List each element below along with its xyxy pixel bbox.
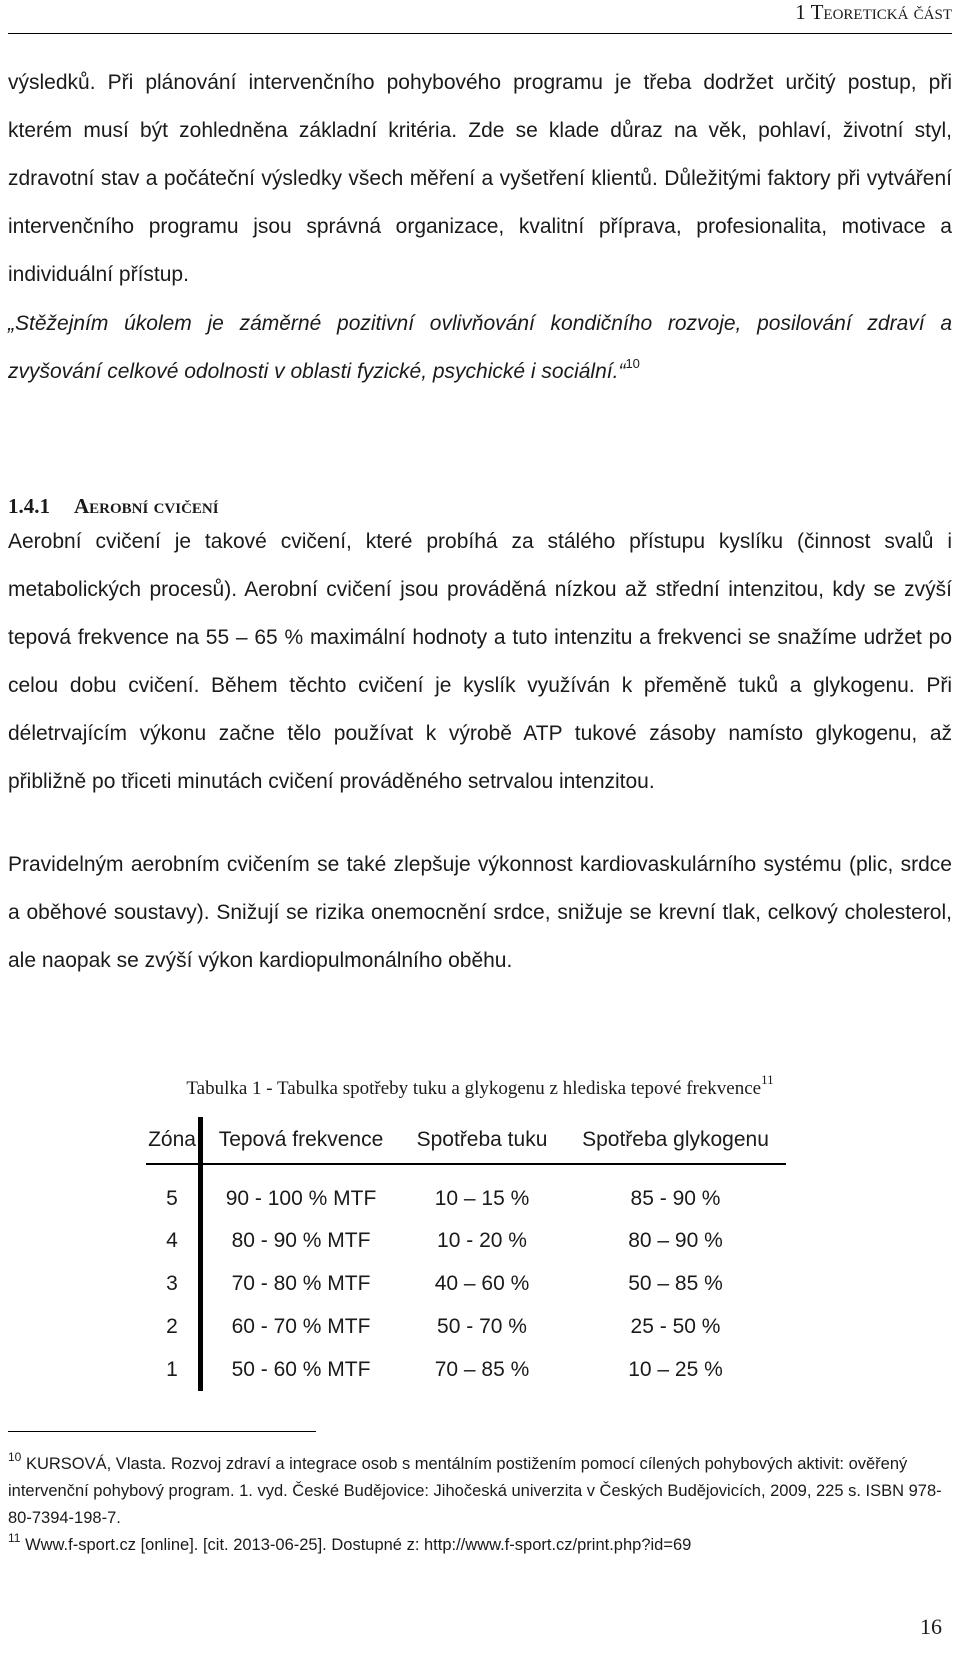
footnote-number: 11	[8, 1531, 21, 1545]
col-header-glycogen: Spotřeba glykogenu	[565, 1117, 786, 1164]
cell-zone: 3	[146, 1262, 201, 1305]
footnote-text: Www.f-sport.cz [online]. [cit. 2013-06-25]. Dostupné z: http://www.f-sport.cz/print.php?id=69	[25, 1536, 692, 1554]
table-header-row	[146, 1117, 786, 1164]
chapter-title: 1 Teoretická část	[795, 0, 952, 24]
table-row	[146, 1219, 786, 1262]
cell-zone: 1	[146, 1348, 201, 1391]
cell-zone: 5	[146, 1164, 201, 1219]
header-rule	[8, 33, 952, 34]
footnote-text: KURSOVÁ, Vlasta. Rozvoj zdraví a integrace osob s mentálním postižením pomocí cílených pohybových aktivit: ověřený intervenční pohybový program. 1. vyd. České Budějovice: Jihočeská univerzita v Českých Budějovicích, 2009, 225 s. ISBN 978-80-7394-198-7.	[8, 1455, 942, 1527]
section-heading	[8, 494, 219, 519]
table-row	[146, 1305, 786, 1348]
cell-fat: 50 - 70 %	[437, 1314, 527, 1338]
paragraph-cardio: Pravidelným aerobním cvičením se také zlepšuje výkonnost kardiovaskulárního systému (plic, srdce a oběhové soustavy). Snižují se rizika onemocnění srdce, snižuje se krevní tlak, celkový cholesterol, ale naopak se zvýší výkon kardiopulmonálního oběhu.	[8, 853, 952, 972]
paragraph-aerobic: Aerobní cvičení je takové cvičení, které probíhá za stálého přístupu kyslíku (činnost svalů i metabolických procesů). Aerobní cvičení jsou prováděná nízkou až střední intenzitou, kdy se zvýší tepová frekvence na 55 – 65 % maximální hodnoty a tuto intenzitu a frekvenci se snažíme udržet po celou dobu cvičení. Během těchto cvičení je kyslík využíván k přeměně tuků a glykogenu. Při déletrvajícím výkonu začne tělo používat k výrobě ATP tukové zásoby namísto glykogenu, až přibližně po třiceti minutách cvičení prováděného setrvalou intenzitou.	[8, 530, 952, 793]
table-caption	[0, 1072, 960, 1100]
cell-zone: 4	[146, 1219, 201, 1262]
paragraph-intro: výsledků. Při plánování intervenčního pohybového programu je třeba dodržet určitý postup, při kterém musí být zohledněna základní kritéria. Zde se klade důraz na věk, pohlaví, životní styl, zdravotní stav a počáteční výsledky všech měření a vyšetření klientů. Důležitými faktory při vytváření intervenčního programu jsou správná organizace, kvalitní příprava, profesionalita, motivace a individuální přístup.	[8, 71, 952, 286]
col-header-zone: Zóna	[146, 1117, 201, 1164]
quote-paragraph	[8, 300, 952, 396]
table-row	[146, 1262, 786, 1305]
section-number: 1.4.1	[8, 494, 50, 518]
footnote-11	[8, 1532, 952, 1559]
running-header	[795, 0, 952, 25]
cell-fat: 70 – 85 %	[434, 1357, 530, 1381]
cell-glycogen: 25 - 50 %	[630, 1314, 721, 1338]
cell-fat: 10 – 15 %	[434, 1187, 530, 1210]
cell-heart-rate: 50 - 60 % MTF	[231, 1357, 371, 1381]
col-header-heart-rate: Tepová frekvence	[201, 1117, 400, 1164]
table-caption-text: Tabulka 1 - Tabulka spotřeby tuku a glykogenu z hlediska tepové frekvence	[186, 1078, 762, 1099]
cell-zone: 2	[146, 1305, 201, 1348]
cell-heart-rate: 90 - 100 % MTF	[225, 1187, 377, 1210]
col-header-fat: Spotřeba tuku	[399, 1117, 565, 1164]
cell-glycogen: 85 - 90 %	[630, 1187, 721, 1210]
page-number: 16	[920, 1614, 942, 1639]
cell-heart-rate: 80 - 90 % MTF	[231, 1228, 371, 1252]
cell-heart-rate: 60 - 70 % MTF	[231, 1314, 371, 1338]
cell-glycogen: 10 – 25 %	[628, 1357, 723, 1381]
section-title: Aerobní cvičení	[74, 494, 219, 518]
footnote-10	[8, 1451, 952, 1532]
footnote-ref-11[interactable]: 11	[761, 1072, 774, 1087]
footnote-separator	[8, 1431, 316, 1432]
cell-fat: 40 – 60 %	[434, 1271, 530, 1295]
table-row	[146, 1348, 786, 1391]
cell-heart-rate: 70 - 80 % MTF	[231, 1271, 371, 1295]
table-row	[146, 1164, 786, 1219]
cell-glycogen: 50 – 85 %	[628, 1271, 723, 1295]
footnote-ref-10[interactable]: 10	[625, 356, 640, 371]
footnote-number: 10	[8, 1450, 22, 1464]
cell-glycogen: 80 – 90 %	[628, 1228, 723, 1252]
cell-fat: 10 - 20 %	[437, 1228, 527, 1252]
fat-glycogen-table	[146, 1117, 786, 1391]
quote-text: „Stěžejním úkolem je záměrné pozitivní ovlivňování kondičního rozvoje, posilování zdraví a zvyšování celkové odolnosti v oblasti fyzické, psychické i sociální.“	[8, 312, 952, 383]
